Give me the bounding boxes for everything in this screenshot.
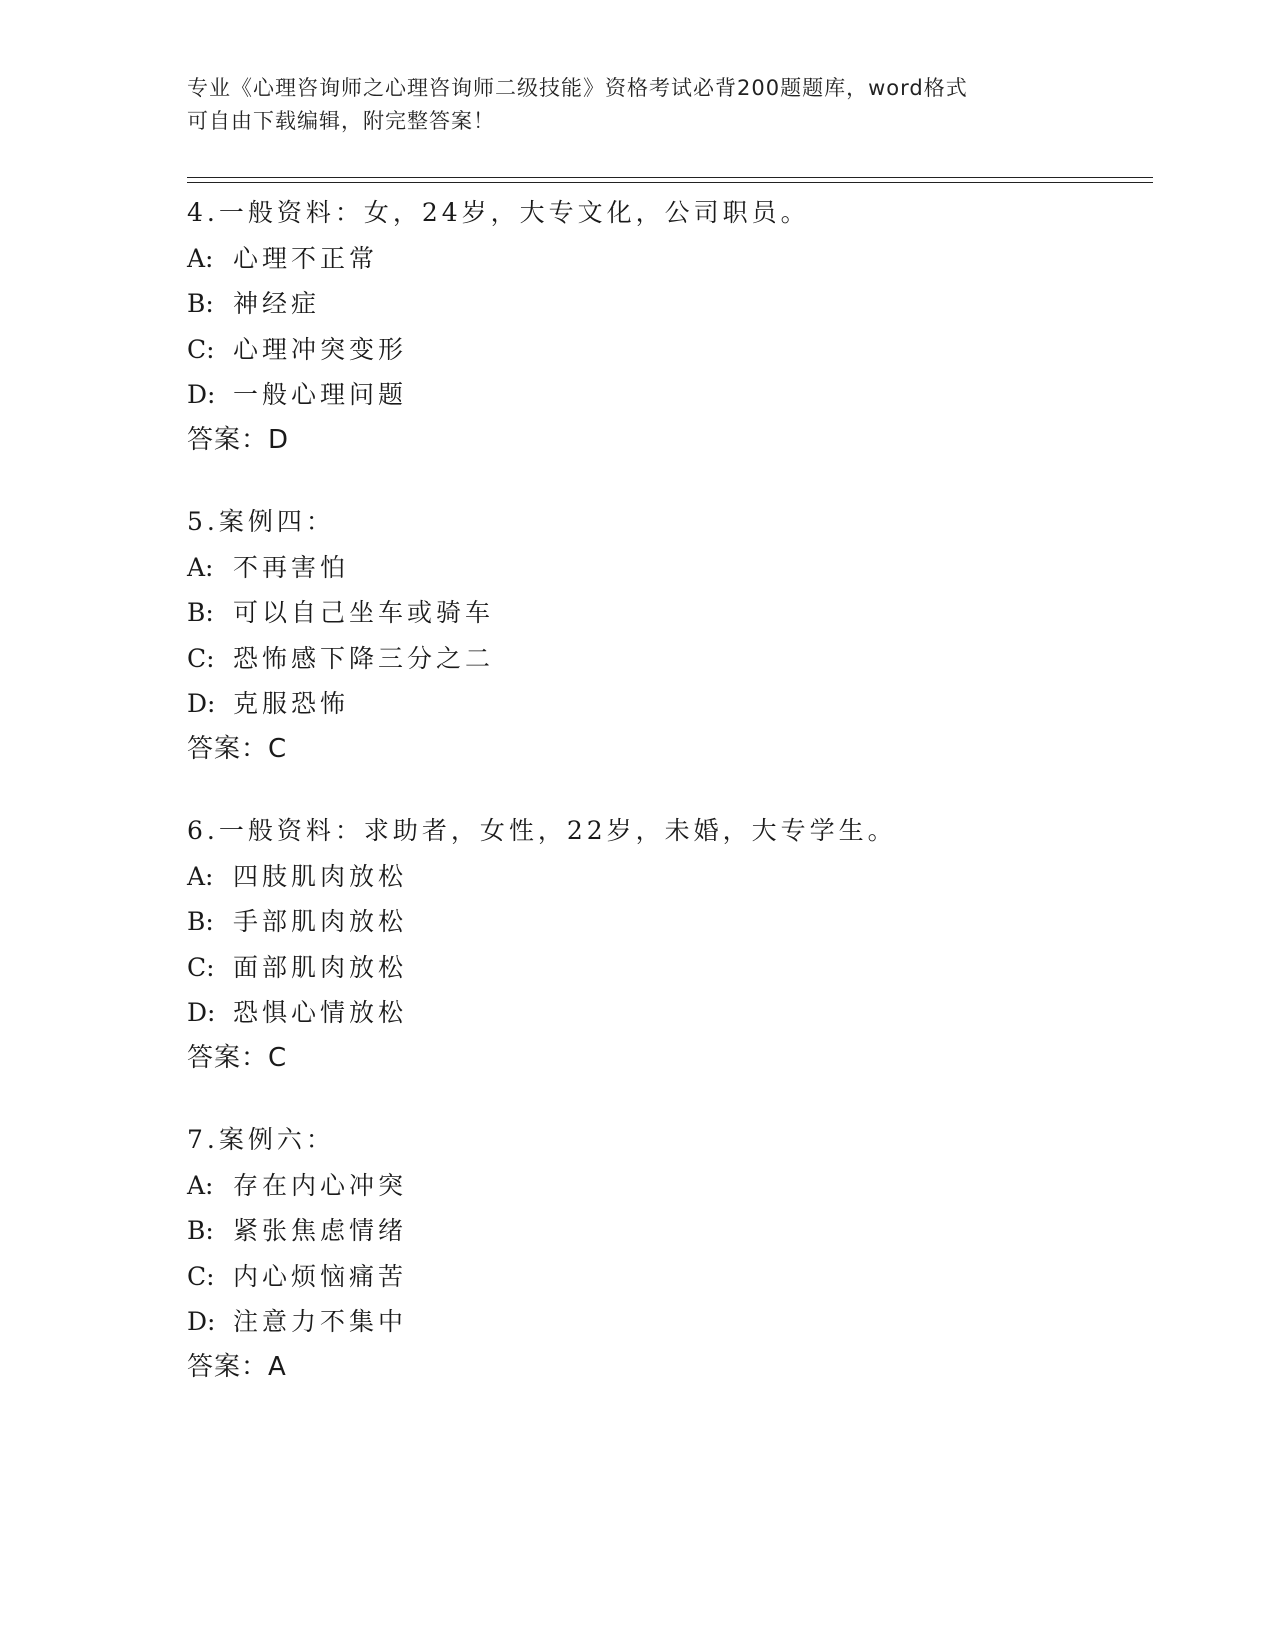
- question-4: [187, 190, 1147, 463]
- option-letter: A:: [187, 1170, 214, 1200]
- option-c: [187, 327, 1147, 373]
- answer-line: 答案：C: [187, 1042, 288, 1073]
- option-letter: B:: [187, 1216, 214, 1245]
- option-letter: A:: [187, 243, 214, 273]
- question-stem: 6.一般资料：求助者，女性，22岁，未婚，大专学生。: [187, 816, 897, 845]
- option-letter: D:: [187, 998, 216, 1027]
- option-letter: C:: [187, 1261, 215, 1291]
- option-a: [187, 236, 1147, 282]
- option-d: [187, 372, 1147, 418]
- option-letter: A:: [187, 861, 214, 891]
- option-text: 克服恐怖: [233, 689, 350, 718]
- option-text: 注意力不集中: [233, 1307, 408, 1336]
- option-d: [187, 1299, 1147, 1345]
- question-6: [187, 808, 1147, 1081]
- option-d: [187, 990, 1147, 1036]
- option-text: 一般心理问题: [233, 380, 408, 409]
- option-c: [187, 1254, 1147, 1300]
- question-stem: 5.案例四：: [187, 507, 335, 536]
- option-text: 四肢肌肉放松: [233, 861, 408, 891]
- option-text: 紧张焦虑情绪: [233, 1216, 408, 1245]
- header-divider-top: [187, 177, 1153, 178]
- option-a: [187, 854, 1147, 900]
- question-stem: 4.一般资料：女，24岁，大专文化，公司职员。: [187, 198, 810, 227]
- option-text: 内心烦恼痛苦: [233, 1261, 408, 1291]
- option-a: [187, 545, 1147, 591]
- option-c: [187, 945, 1147, 991]
- option-letter: C:: [187, 643, 215, 673]
- option-a: [187, 1163, 1147, 1209]
- option-letter: A:: [187, 552, 214, 582]
- option-text: 可以自己坐车或骑车: [233, 598, 495, 627]
- document-header: [187, 72, 1087, 138]
- option-text: 心理冲突变形: [233, 334, 408, 364]
- option-letter: B:: [187, 907, 214, 936]
- question-list: [187, 190, 1147, 1426]
- header-title-line-1: 专业《心理咨询师之心理咨询师二级技能》资格考试必背200题题库，word格式: [187, 76, 968, 100]
- option-letter: D:: [187, 380, 216, 409]
- answer-line: 答案：C: [187, 733, 288, 764]
- option-letter: C:: [187, 952, 215, 982]
- option-text: 恐惧心情放松: [233, 998, 408, 1027]
- option-text: 心理不正常: [233, 243, 379, 273]
- header-divider-bottom: [187, 182, 1153, 183]
- option-text: 存在内心冲突: [233, 1170, 408, 1200]
- option-letter: D:: [187, 689, 216, 718]
- option-b: [187, 899, 1147, 945]
- option-text: 不再害怕: [233, 552, 350, 582]
- option-text: 手部肌肉放松: [233, 907, 408, 936]
- option-letter: C:: [187, 334, 215, 364]
- answer-line: 答案：A: [187, 1351, 287, 1382]
- option-text: 面部肌肉放松: [233, 952, 408, 982]
- option-b: [187, 590, 1147, 636]
- option-letter: B:: [187, 289, 214, 318]
- option-letter: B:: [187, 598, 214, 627]
- option-letter: D:: [187, 1307, 216, 1336]
- option-b: [187, 281, 1147, 327]
- question-7: [187, 1117, 1147, 1390]
- answer-line: 答案：D: [187, 424, 290, 455]
- option-c: [187, 636, 1147, 682]
- question-stem: 7.案例六：: [187, 1125, 335, 1154]
- option-d: [187, 681, 1147, 727]
- option-text: 神经症: [233, 289, 321, 318]
- question-5: [187, 499, 1147, 772]
- option-b: [187, 1208, 1147, 1254]
- header-title-line-2: 可自由下载编辑，附完整答案！: [187, 109, 495, 133]
- option-text: 恐怖感下降三分之二: [233, 643, 495, 673]
